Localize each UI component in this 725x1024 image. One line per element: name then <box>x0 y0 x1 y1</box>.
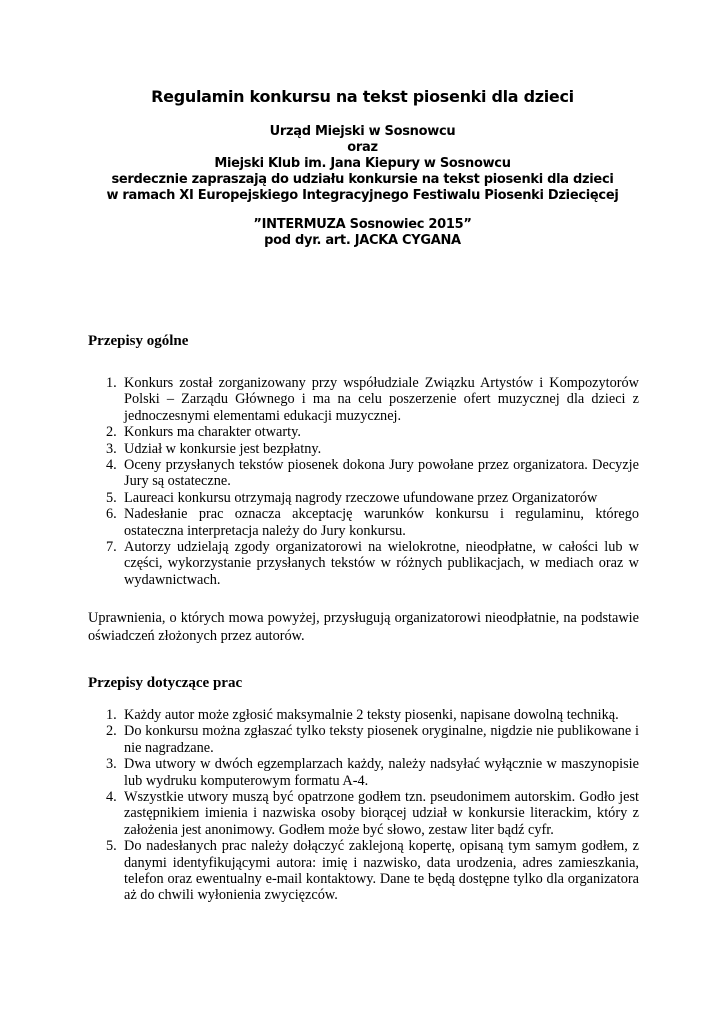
list-item <box>88 756 639 789</box>
item-number: 6. <box>106 506 117 523</box>
item-number: 4. <box>106 457 117 474</box>
item-text: Wszystkie utwory muszą być opatrzone godłem tzn. pseudonimem autorskim. Godło jest zastępnikiem imienia i nazwiska osoby biorącej udział w konkursie literackim, który z założenia jest anonimowy. Godłem może być słowo, zestaw liter bądź cyfr. <box>124 789 639 838</box>
item-text: Autorzy udzielają zgody organizatorowi na wielokrotne, nieodpłatne, w całości lub w części, wykorzystanie przysłanych tekstów w różnych publikacjach, w mediach oraz w wydawnictwach. <box>124 539 639 588</box>
item-text: Laureaci konkursu otrzymają nagrody rzeczowe ufundowane przez Organizatorów <box>124 489 598 506</box>
item-number: 5. <box>106 838 117 855</box>
general-rules-list <box>88 375 639 588</box>
section-heading-general: Przepisy ogólne <box>88 333 189 349</box>
list-item <box>88 707 639 723</box>
list-item <box>88 441 639 457</box>
event-name-block <box>0 217 725 249</box>
item-number: 1. <box>106 375 117 391</box>
list-item <box>88 506 639 539</box>
header-line: w ramach XI Europejskiego Integracyjnego Festiwalu Piosenki Dziecięcej <box>106 188 619 203</box>
header-line: Urząd Miejski w Sosnowcu <box>269 124 456 139</box>
list-item <box>88 375 639 424</box>
item-text: Udział w konkursie jest bezpłatny. <box>124 440 322 457</box>
item-text: Konkurs został zorganizowany przy współudziale Związku Artystów i Kompozytorów Polski – Zarządu Głównego i ma na celu poszerzenie ofert muzycznej dla dzieci z jednoczesnymi elementami edukacji muzycznej. <box>124 375 639 424</box>
invitation-header <box>0 124 725 204</box>
item-text: Nadesłanie prac oznacza akceptację warunków konkursu i regulaminu, którego ostateczna interpretacja należy do Jury konkursu. <box>124 506 639 539</box>
item-number: 5. <box>106 489 117 506</box>
list-item <box>88 539 639 588</box>
item-number: 7. <box>106 539 117 556</box>
work-rules-list <box>88 707 639 904</box>
item-number: 1. <box>106 707 117 723</box>
item-text: Dwa utwory w dwóch egzemplarzach każdy, należy nadsyłać wyłącznie w maszynopisie lub wydruku komputerowym formatu A-4. <box>124 756 639 789</box>
document-title: Regulamin konkursu na tekst piosenki dla dzieci <box>151 87 574 106</box>
rights-paragraph: Uprawnienia, o których mowa powyżej, przysługują organizatorowi nieodpłatnie, na podstawie oświadczeń złożonych przez autorów. <box>88 610 639 644</box>
item-number: 3. <box>106 440 117 457</box>
event-name: ”INTERMUZA Sosnowiec 2015” <box>253 217 472 232</box>
list-item <box>88 723 639 756</box>
section-heading-works: Przepisy dotyczące prac <box>88 675 243 691</box>
header-line: serdecznie zapraszają do udziału konkursie na tekst piosenki dla dzieci <box>111 172 614 187</box>
item-text: Do konkursu można zgłaszać tylko teksty piosenek oryginalne, nigdzie nie publikowane i nie nagradzane. <box>124 723 639 756</box>
item-number: 3. <box>106 756 117 773</box>
list-item <box>88 838 639 904</box>
item-number: 2. <box>106 723 117 740</box>
item-number: 2. <box>106 424 117 441</box>
item-text: Konkurs ma charakter otwarty. <box>124 424 301 441</box>
list-item <box>88 457 639 490</box>
header-line: oraz <box>347 140 378 155</box>
item-text: Każdy autor może zgłosić maksymalnie 2 teksty piosenki, napisane dowolną techniką. <box>124 707 619 723</box>
list-item <box>88 789 639 838</box>
event-director: pod dyr. art. JACKA CYGANA <box>264 233 461 248</box>
list-item <box>88 424 639 440</box>
item-number: 4. <box>106 789 117 806</box>
item-text: Do nadesłanych prac należy dołączyć zaklejoną kopertę, opisaną tym samym godłem, z danymi identyfikującymi autora: imię i nazwisko, data urodzenia, adres zamieszkania, telefon oraz ewentualny e-mail kontaktowy. Dane te będą dostępne tylko dla organizatora aż do chwili wyłonienia zwycięzców. <box>124 838 639 904</box>
item-text: Oceny przysłanych tekstów piosenek dokona Jury powołane przez organizatora. Decyzje Jury są ostateczne. <box>124 457 639 490</box>
list-item <box>88 490 639 506</box>
header-line: Miejski Klub im. Jana Kiepury w Sosnowcu <box>214 156 511 171</box>
